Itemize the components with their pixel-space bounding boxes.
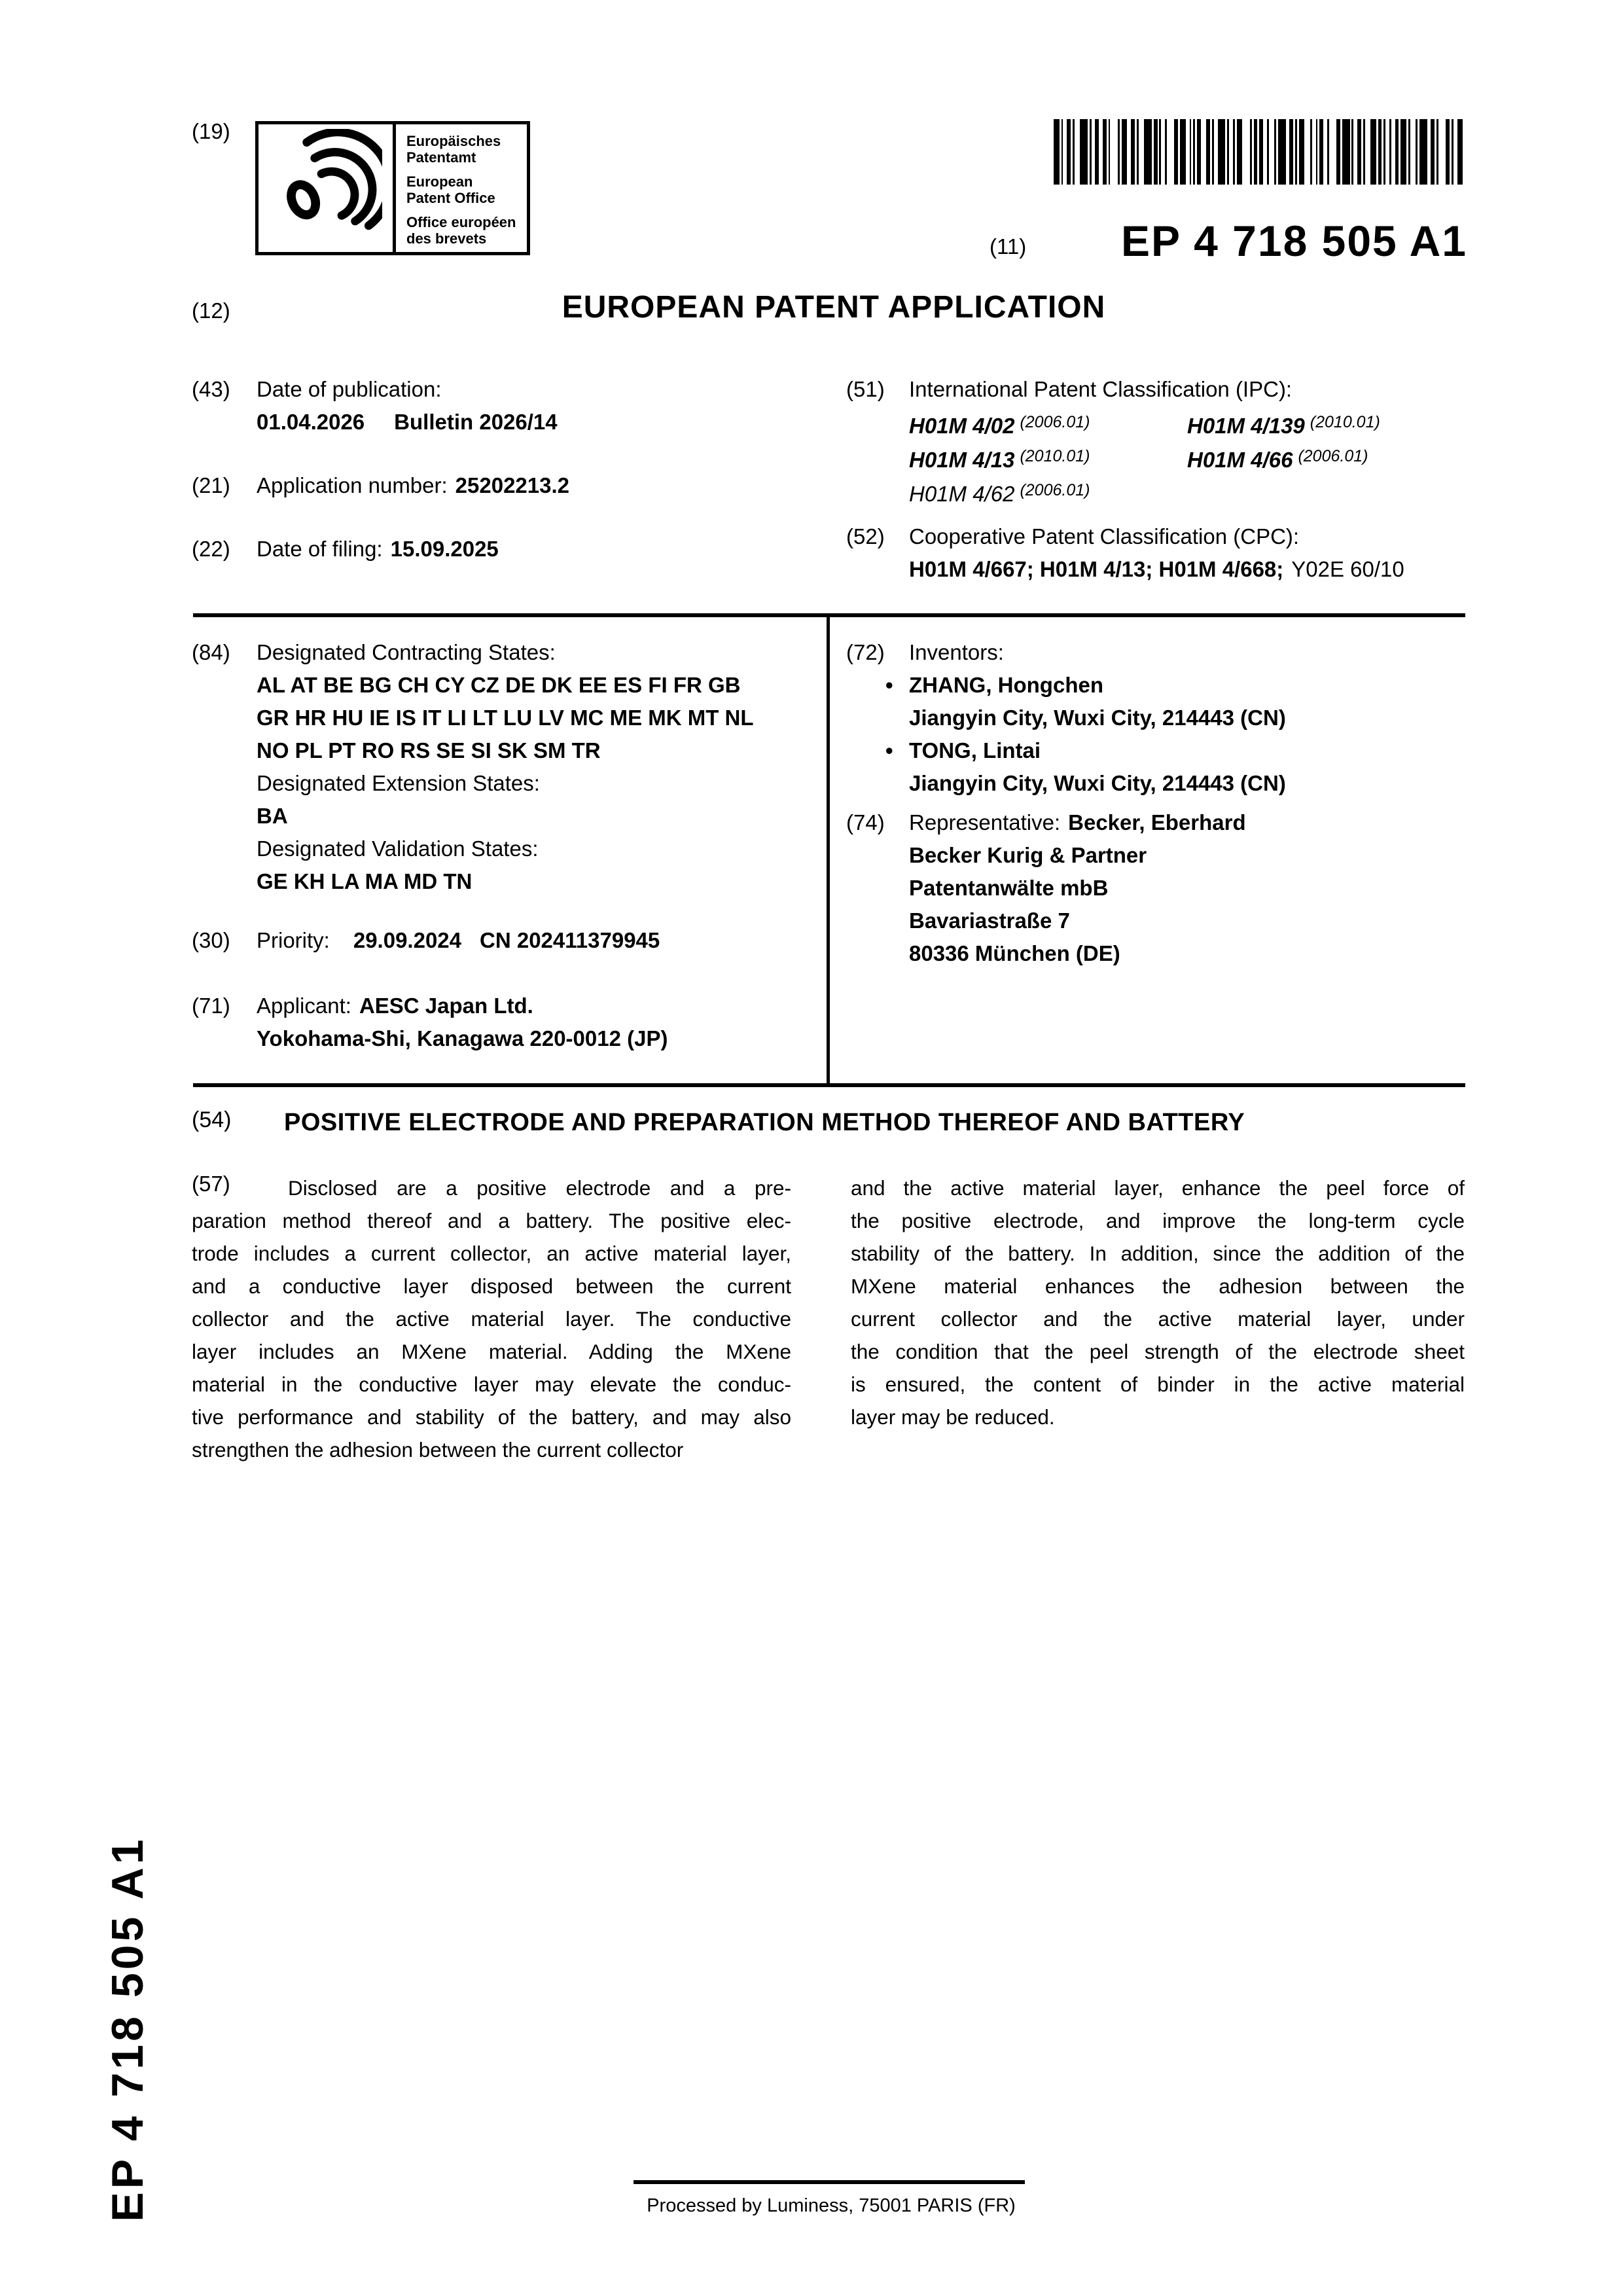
ipc-label: International Patent Classification (IPC): xyxy=(909,377,1293,401)
field-22-filing-date xyxy=(257,533,806,565)
priority-date: 29.09.2024 xyxy=(353,928,462,952)
ipc-entries xyxy=(909,407,1469,509)
ipc-entry xyxy=(909,407,1187,441)
contracting-states-lines xyxy=(257,669,832,767)
sidebar-publication-number: EP 4 718 505 A1 xyxy=(103,1836,152,2222)
ipc-version: (2006.01) xyxy=(1020,481,1090,499)
field-54-number: (54) xyxy=(192,1107,232,1132)
field-52-number: (52) xyxy=(846,524,885,548)
field-72-inventors xyxy=(885,636,1469,800)
office-name: Office européen des brevets xyxy=(406,214,516,247)
epo-logo-box xyxy=(255,121,530,255)
field-11-label: (11) xyxy=(990,234,1027,259)
abstract-line: trode includes a current collector, an active material layer, xyxy=(192,1242,791,1265)
filing-date-value: 15.09.2025 xyxy=(390,537,499,561)
abstract-line: and the active material layer, enhance the peel force of xyxy=(851,1176,1465,1200)
inventor-item xyxy=(885,734,1469,800)
abstract-line: stability of the battery. In addition, since the addition of the xyxy=(851,1242,1465,1265)
extension-states-label: Designated Extension States: xyxy=(257,771,540,795)
horizontal-rule-middle xyxy=(193,1083,1465,1087)
states-line: GR HR HU IE IS IT LI LT LU LV MC ME MK MT NL xyxy=(257,706,754,730)
field-52-cpc xyxy=(909,520,1469,586)
abstract-column-1 xyxy=(192,1172,791,1466)
field-71-applicant xyxy=(257,990,806,1055)
epo-logo-icon xyxy=(259,124,393,252)
representative-label: Representative: xyxy=(909,810,1061,834)
field-43-publication-date xyxy=(257,373,806,439)
field-74-representative xyxy=(909,806,1469,970)
filing-date-label: Date of filing: xyxy=(257,537,383,561)
extension-states-value: BA xyxy=(257,804,288,828)
field-74-number: (74) xyxy=(846,810,885,834)
representative-address-line: Becker Kurig & Partner xyxy=(909,843,1147,867)
field-12-label: (12) xyxy=(192,298,230,323)
field-71-number: (71) xyxy=(192,994,230,1018)
abstract-line: strengthen the adhesion between the current collector xyxy=(192,1438,684,1462)
footer-processing-note: Processed by Luminess, 75001 PARIS (FR) xyxy=(647,2195,1016,2216)
applicant-address: Yokohama-Shi, Kanagawa 220-0012 (JP) xyxy=(257,1026,668,1050)
invention-title: POSITIVE ELECTRODE AND PREPARATION METHOD THEREOF AND BATTERY xyxy=(284,1109,1245,1136)
ipc-entry xyxy=(1187,441,1469,475)
ipc-code: H01M 4/139 xyxy=(1187,414,1305,438)
inventor-name: TONG, Lintai xyxy=(909,738,1041,762)
abstract-line: current collector and the active material layer, under xyxy=(851,1307,1465,1331)
representative-address-lines xyxy=(909,839,1469,970)
abstract-line: paration method thereof and a battery. The positive elec- xyxy=(192,1209,791,1232)
document-type-title: EUROPEAN PATENT APPLICATION xyxy=(562,290,1106,325)
abstract-line: layer includes an MXene material. Adding the MXene xyxy=(192,1340,791,1363)
ipc-code: H01M 4/66 xyxy=(1187,448,1293,472)
bullet-icon: • xyxy=(885,738,893,762)
abstract-column-2 xyxy=(851,1172,1465,1433)
publication-date-value xyxy=(257,406,806,439)
ipc-version: (2010.01) xyxy=(1310,413,1380,431)
field-84-designated-states xyxy=(257,636,832,898)
abstract-line: the positive electrode, and improve the long-term cycle xyxy=(851,1209,1465,1232)
field-84-number: (84) xyxy=(192,640,230,664)
ipc-code: H01M 4/62 xyxy=(909,482,1015,506)
validation-states-label: Designated Validation States: xyxy=(257,836,539,861)
cpc-codes-bold: H01M 4/667; H01M 4/13; H01M 4/668; xyxy=(909,557,1284,581)
cpc-label: Cooperative Patent Classification (CPC): xyxy=(909,524,1300,548)
abstract-line: MXene material enhances the adhesion between the xyxy=(851,1274,1465,1298)
publication-date-label: Date of publication: xyxy=(257,377,442,401)
validation-states-value: GE KH LA MA MD TN xyxy=(257,869,473,893)
abstract-line: tive performance and stability of the battery, and may also xyxy=(192,1405,791,1429)
epo-office-names xyxy=(393,124,527,252)
inventor-item xyxy=(885,669,1469,734)
bullet-icon: • xyxy=(885,673,893,697)
applicant-label: Applicant: xyxy=(257,994,351,1018)
ipc-code: H01M 4/13 xyxy=(909,448,1015,472)
ipc-version: (2006.01) xyxy=(1020,413,1090,431)
field-30-priority xyxy=(257,924,806,957)
field-72-number: (72) xyxy=(846,640,885,664)
cpc-codes-normal: Y02E 60/10 xyxy=(1291,557,1404,581)
field-57-number: (57) xyxy=(192,1172,230,1196)
field-21-application-number xyxy=(257,469,806,502)
bulletin: Bulletin 2026/14 xyxy=(394,410,558,434)
contracting-states-label: Designated Contracting States: xyxy=(257,640,556,664)
ipc-entry xyxy=(1187,407,1469,441)
states-line: AL AT BE BG CH CY CZ DE DK EE ES FI FR GB xyxy=(257,673,741,697)
abstract-line: is ensured, the content of binder in the active material xyxy=(851,1372,1465,1396)
abstract-line: Disclosed are a positive electrode and a pre- xyxy=(288,1176,791,1200)
application-number-value: 25202213.2 xyxy=(455,473,570,497)
barcode xyxy=(1054,119,1466,185)
priority-number: CN 202411379945 xyxy=(480,928,660,952)
field-19-label: (19) xyxy=(192,119,230,143)
footer-rule xyxy=(633,2180,1025,2184)
field-30-number: (30) xyxy=(192,928,230,952)
representative-address-line: Patentanwälte mbB xyxy=(909,876,1109,900)
abstract-line: material in the conductive layer may elevate the conduc- xyxy=(192,1372,791,1396)
representative-address-line: 80336 München (DE) xyxy=(909,941,1120,965)
priority-label: Priority: xyxy=(257,928,330,952)
abstract-line: collector and the active material layer. The conductive xyxy=(192,1307,791,1331)
cpc-codes xyxy=(909,553,1469,586)
ipc-entry xyxy=(909,441,1187,475)
ipc-version: (2010.01) xyxy=(1020,447,1090,465)
representative-address-line: Bavariastraße 7 xyxy=(909,908,1070,933)
abstract-line: layer may be reduced. xyxy=(851,1405,1055,1429)
publication-date: 01.04.2026 xyxy=(257,410,365,434)
ipc-version: (2006.01) xyxy=(1298,447,1368,465)
field-21-number: (21) xyxy=(192,473,230,497)
abstract-line: and a conductive layer disposed between the current xyxy=(192,1274,791,1298)
applicant-name: AESC Japan Ltd. xyxy=(359,994,533,1018)
ipc-entry xyxy=(909,475,1187,509)
field-43-number: (43) xyxy=(192,377,230,401)
office-name: European Patent Office xyxy=(406,173,495,206)
inventor-address: Jiangyin City, Wuxi City, 214443 (CN) xyxy=(909,771,1286,795)
inventor-name: ZHANG, Hongchen xyxy=(909,673,1103,697)
representative-name: Becker, Eberhard xyxy=(1068,810,1246,834)
application-number-label: Application number: xyxy=(257,473,448,497)
field-51-number: (51) xyxy=(846,377,885,401)
ipc-code: H01M 4/02 xyxy=(909,414,1015,438)
inventors-list xyxy=(885,669,1469,800)
abstract-line: the condition that the peel strength of the electrode sheet xyxy=(851,1340,1465,1363)
publication-number: EP 4 718 505 A1 xyxy=(1120,217,1467,265)
office-name: Europäisches Patentamt xyxy=(406,133,501,166)
field-51-ipc xyxy=(909,373,1469,509)
inventor-address: Jiangyin City, Wuxi City, 214443 (CN) xyxy=(909,706,1286,730)
inventors-label: Inventors: xyxy=(909,640,1004,664)
field-22-number: (22) xyxy=(192,537,230,561)
states-line: NO PL PT RO RS SE SI SK SM TR xyxy=(257,738,601,762)
